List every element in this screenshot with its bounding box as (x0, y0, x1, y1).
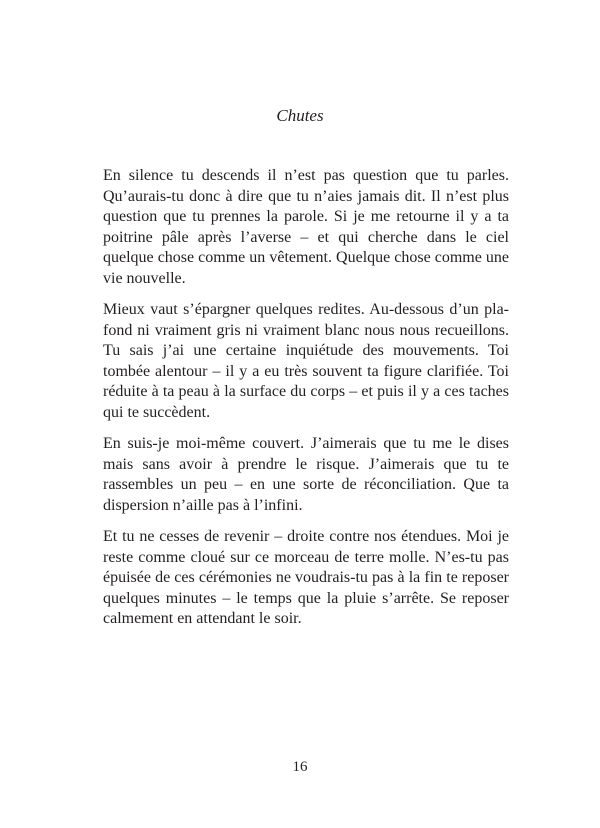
poem-body (103, 166, 509, 641)
page-number: 16 (292, 759, 308, 775)
poem-title: Chutes (276, 106, 324, 125)
paragraph-2: Mieux vaut s’épargner quelques redites. Au-dessous d’un plafond ni vraiment gris ni vraiment blanc nous nous recueillons. Tu sais j’ai une certaine inquiétude des mouvements. Toi tombée alentour – il y a eu très souvent ta figure clarifiée. Toi réduite à ta peau à la surface du corps – et puis il y a ces taches qui te succèdent. (103, 301, 509, 421)
paragraph-4: Et tu ne cesses de revenir – droite contre nos étendues. Moi je reste comme cloué sur ce morceau de terre molle. N’es-tu pas épuisée de ces cérémonies ne voudrais-tu pas à la fin te reposer quelques minutes – le temps que la pluie s’arrête. Se reposer calmement en attendant le soir. (103, 528, 509, 627)
paragraph-1: En silence tu descends il n’est pas question que tu parles. Qu’aurais-tu donc à dire que tu n’aies jamais dit. Il n’est plus question que tu prennes la parole. Si je me retourne il y a ta poitrine pâle après l’averse – et qui cherche dans le ciel quelque chose comme un vêtement. Quelque chose comme une vie nouvelle. (103, 167, 509, 287)
paragraph-3: En suis-je moi-même couvert. J’aimerais que tu me le dises mais sans avoir à prendre le risque. J’aimerais que tu te rassembles un peu – en une sorte de réconciliation. Que ta dispersion n’aille pas à l’infini. (103, 435, 509, 514)
